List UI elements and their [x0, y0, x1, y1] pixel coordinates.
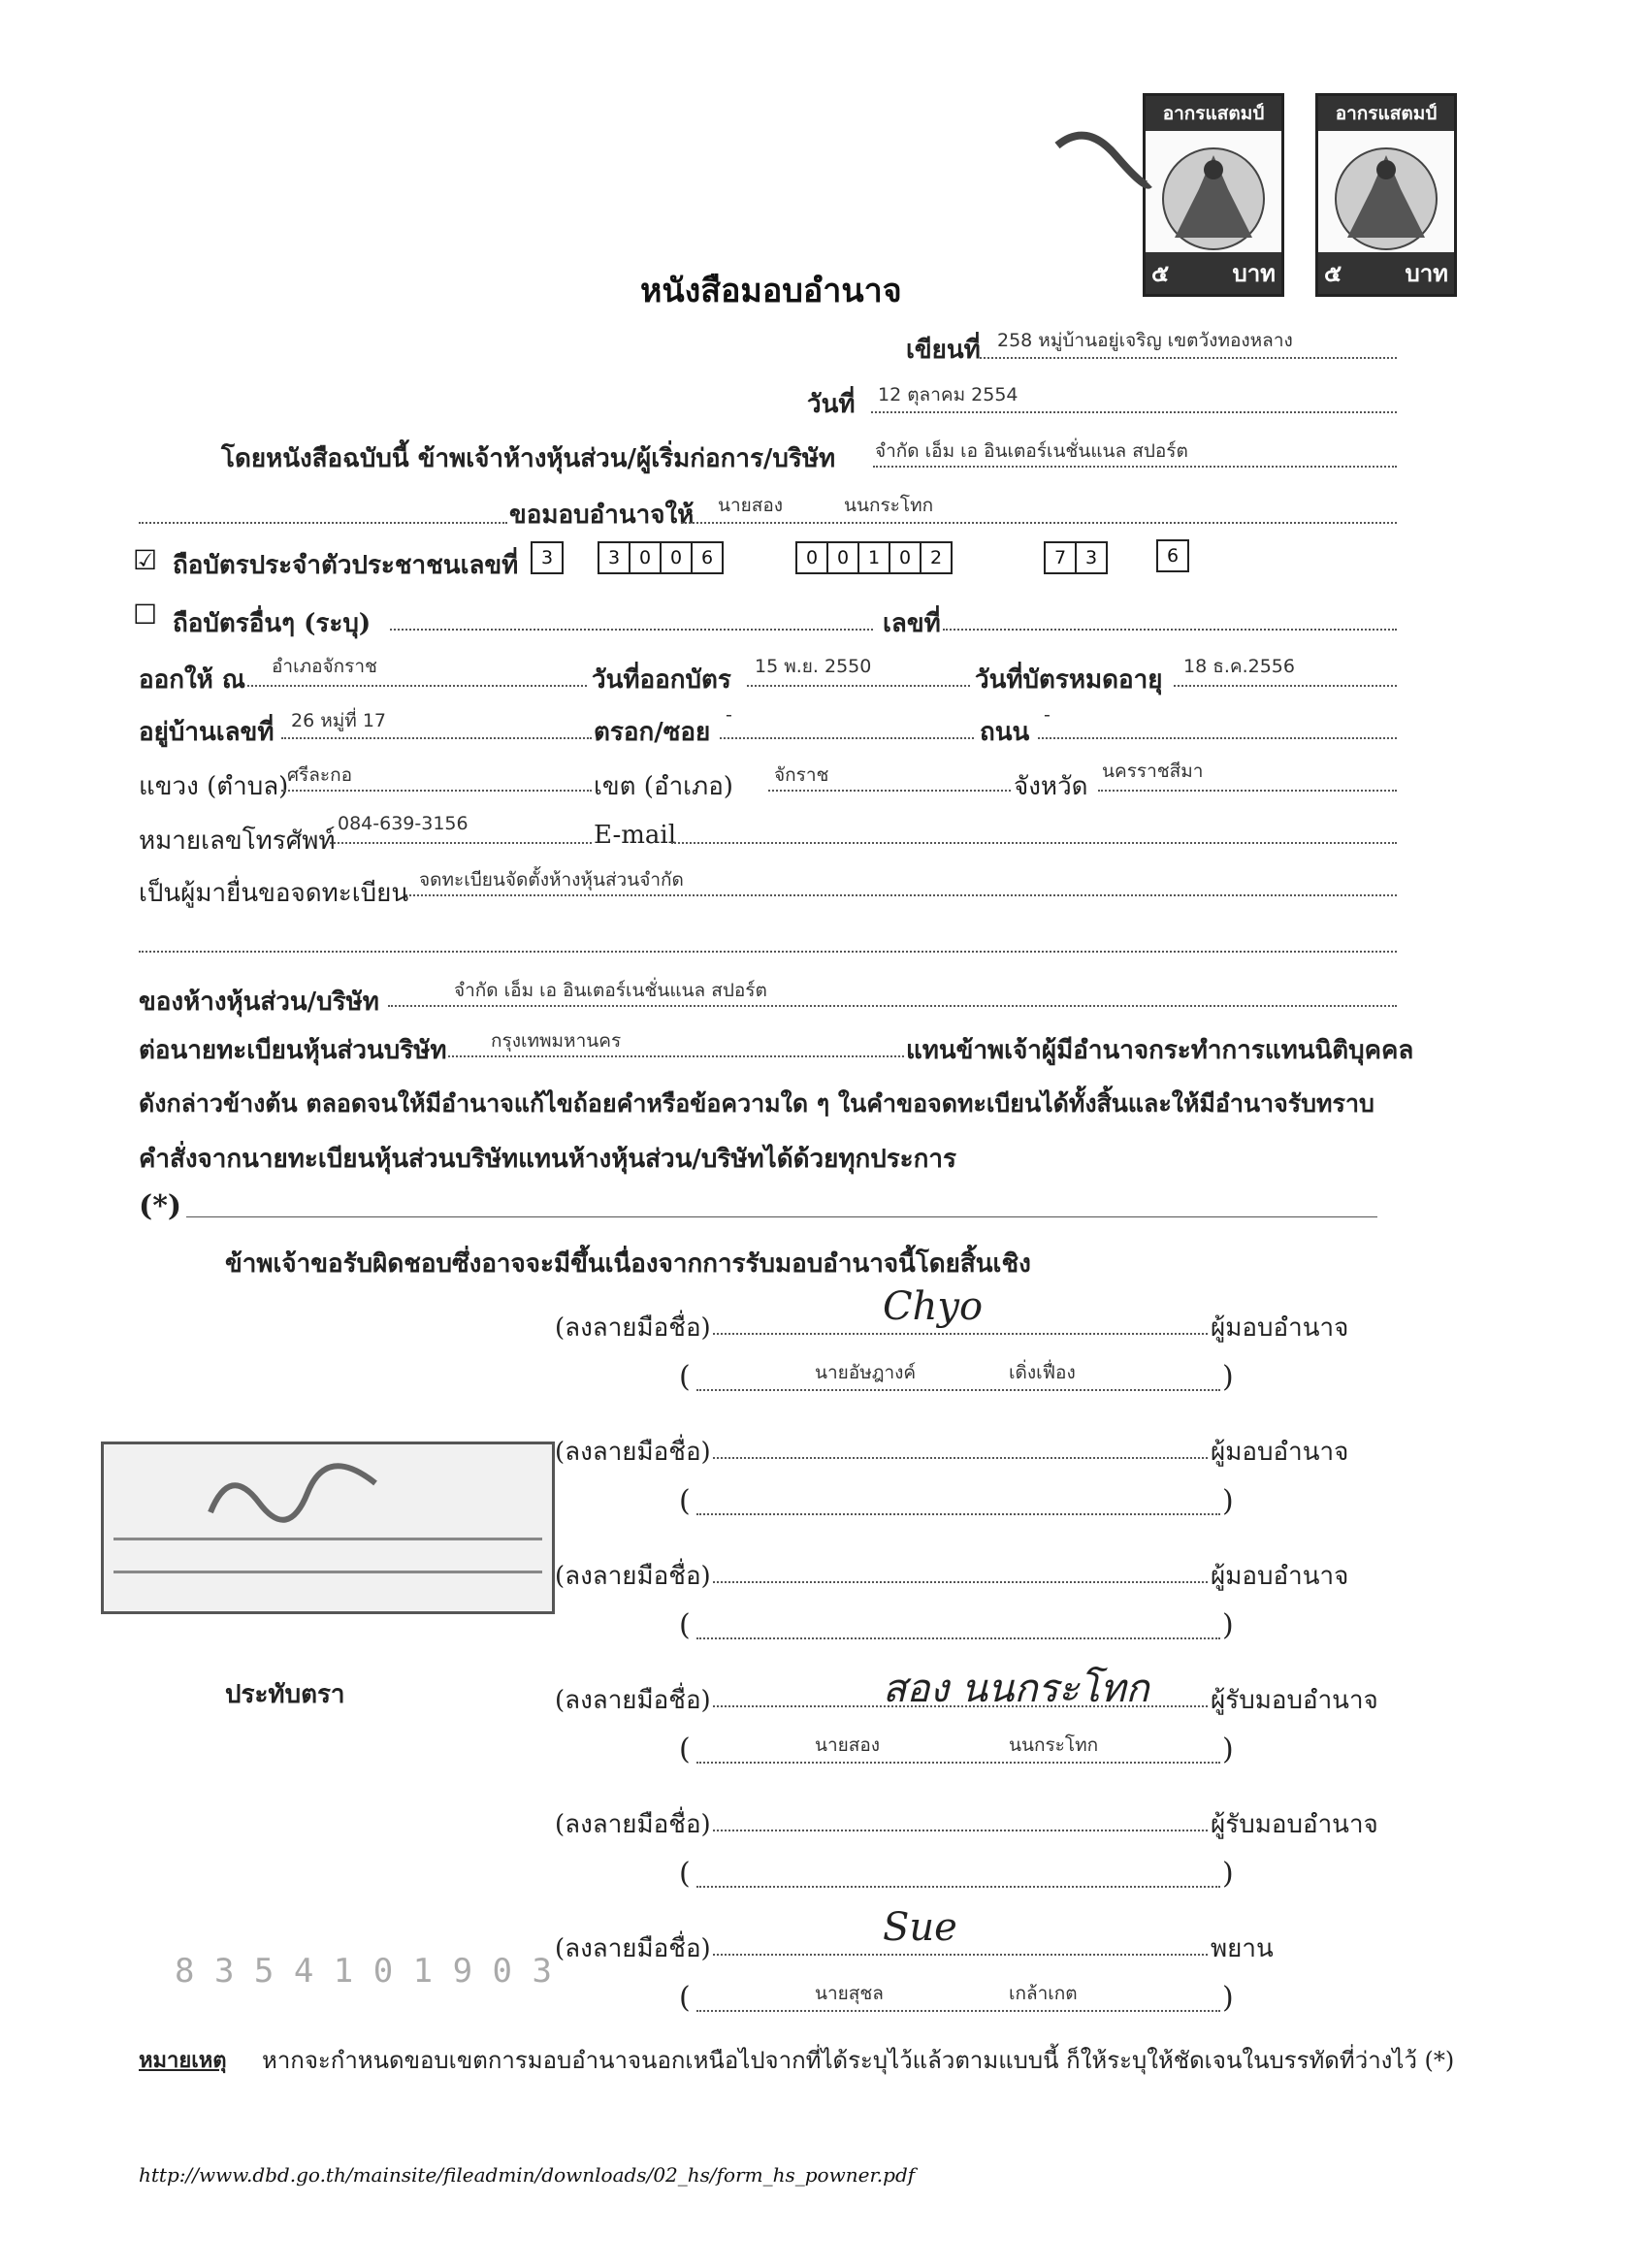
id-digit: 0 — [660, 541, 693, 574]
registrar-value: กรุงเทพมหานคร — [491, 1030, 622, 1052]
alley-label: ตรอก/ซอย — [594, 718, 711, 747]
signature-mark: สอง นนกระโทก — [883, 1667, 1149, 1711]
name-close-paren: ) — [1222, 1981, 1234, 2015]
written-at-label: เขียนที่ — [906, 336, 981, 365]
subdistrict-value: ศรีละกอ — [287, 764, 353, 786]
grantee-last-name: นนกระโทก — [844, 495, 934, 516]
stamp-top-label: อากรแสตมป์ — [1318, 96, 1454, 131]
name-open-paren: ( — [679, 1857, 691, 1891]
issue-date-label: วันที่ออกบัตร — [592, 665, 731, 695]
note-label: หมายเหตุ — [139, 2048, 227, 2073]
signature-role: พยาน — [1211, 1934, 1274, 1963]
of-company-label: ของห้างหุ้นส่วน/บริษัท — [139, 988, 379, 1017]
id-card-checkbox[interactable]: ☑ — [133, 544, 158, 576]
asterisk-marker: (*) — [139, 1189, 182, 1223]
name-close-paren: ) — [1222, 1608, 1234, 1642]
registrar-label: ต่อนายทะเบียนหุ้นส่วนบริษัท — [139, 1036, 447, 1065]
date-value: 12 ตุลาคม 2554 — [878, 384, 1018, 405]
issue-date-value: 15 พ.ย. 2550 — [755, 656, 872, 677]
id-digit: 0 — [826, 541, 859, 574]
email-label: E-mail — [594, 821, 677, 850]
responsibility-text: ข้าพเจ้าขอรับผิดชอบซึ่งอาจจะมีขึ้นเนื่องจากการรับมอบอำนาจนี้โดยสิ้นเชิง — [225, 1249, 1031, 1279]
signature-role: ผู้รับมอบอำนาจ — [1211, 1810, 1378, 1839]
revenue-stamp — [1143, 93, 1284, 297]
signature-label: (ลงลายมือชื่อ) — [555, 1562, 711, 1591]
stamp-unit: บาท — [1405, 260, 1448, 287]
road-label: ถนน — [980, 718, 1030, 747]
signature-role: ผู้มอบอำนาจ — [1211, 1438, 1349, 1467]
stamp-unit: บาท — [1232, 260, 1276, 287]
other-card-number-label: เลขที่ — [883, 609, 941, 638]
intro-text: โดยหนังสือฉบับนี้ ข้าพเจ้าห้างหุ้นส่วน/ผู้เริ่มก่อการ/บริษัท — [221, 444, 836, 473]
issued-at-value: อำเภอจักราช — [272, 656, 377, 677]
id-digit: 3 — [598, 541, 630, 574]
stamp-figure-icon — [1318, 131, 1454, 257]
house-label: อยู่บ้านเลขที่ — [139, 718, 275, 747]
district-value: จักราช — [774, 764, 829, 786]
registrar-tail: แทนข้าพเจ้าผู้มีอำนาจกระทำการแทนนิติบุคคล — [906, 1036, 1414, 1065]
signature-label: (ลงลายมือชื่อ) — [555, 1934, 711, 1963]
written-at-value: 258 หมู่บ้านอยู่เจริญ เขตวังทองหลาง — [997, 330, 1293, 351]
signer-last-name: นนกระโทก — [1009, 1734, 1099, 1756]
signature-label: (ลงลายมือชื่อ) — [555, 1438, 711, 1467]
body-line: ดังกล่าวข้างต้น ตลอดจนให้มีอำนาจแก้ไขถ้อยคำหรือข้อความใด ๆ ในคำขอจดทะเบียนได้ทั้งสิ้นและให้มีอำนาจรับทราบ — [139, 1089, 1374, 1118]
signer-last-name: เกล้าเกต — [1009, 1983, 1078, 2004]
note-text: หากจะกำหนดขอบเขตการมอบอำนาจนอกเหนือไปจากที่ได้ระบุไว้แล้วตามแบบนี้ ก็ให้ระบุให้ชัดเจนในบรรทัดที่ว่างไว้ (*) — [262, 2047, 1455, 2074]
of-company-value: จำกัด เอ็ม เอ อินเตอร์เนชั่นแนล สปอร์ต — [454, 980, 767, 1001]
footer-url: http://www.dbd.go.th/mainsite/fileadmin/downloads/02_hs/form_hs_powner.pdf — [139, 2163, 916, 2187]
seal-logo-icon — [201, 1454, 395, 1532]
province-label: จังหวัด — [1014, 772, 1088, 801]
company-seal — [101, 1442, 555, 1614]
signature-role: ผู้มอบอำนาจ — [1211, 1562, 1349, 1591]
stamp-value: ๕ — [1151, 260, 1170, 287]
id-digit: 6 — [691, 541, 724, 574]
stamp-top-label: อากรแสตมป์ — [1146, 96, 1281, 131]
body-line: คำสั่งจากนายทะเบียนหุ้นส่วนบริษัทแทนห้างหุ้นส่วน/บริษัทได้ด้วยทุกประการ — [139, 1145, 956, 1174]
name-open-paren: ( — [679, 1608, 691, 1642]
expiry-date-value: 18 ธ.ค.2556 — [1183, 656, 1295, 677]
id-digit: 3 — [1075, 541, 1108, 574]
house-value: 26 หมู่ที่ 17 — [291, 710, 387, 731]
revenue-stamp — [1315, 93, 1457, 297]
expiry-date-label: วันที่บัตรหมดอายุ — [975, 665, 1163, 695]
grant-label: ขอมอบอำนาจให้ — [509, 501, 695, 530]
signature-role: ผู้มอบอำนาจ — [1211, 1313, 1349, 1343]
district-label: เขต (อำเภอ) — [594, 772, 733, 801]
purpose-value: จดทะเบียนจัดตั้งห้างหุ้นส่วนจำกัด — [419, 869, 684, 891]
name-close-paren: ) — [1222, 1360, 1234, 1394]
signature-label: (ลงลายมือชื่อ) — [555, 1810, 711, 1839]
alley-value: - — [726, 704, 732, 726]
other-card-checkbox[interactable]: ☐ — [133, 599, 158, 631]
id-digit: 0 — [629, 541, 662, 574]
stamp-value: ๕ — [1324, 260, 1342, 287]
road-value: - — [1044, 704, 1051, 726]
phone-label: หมายเลขโทรศัพท์ — [139, 826, 336, 856]
stamp-number: 8 3 5 4 1 0 1 9 0 3 — [175, 1952, 552, 1991]
purpose-label: เป็นผู้มายื่นขอจดทะเบียน — [139, 879, 409, 908]
signer-first-name: นายอัษฎางค์ — [815, 1362, 917, 1383]
name-close-paren: ) — [1222, 1857, 1234, 1891]
id-digit: 0 — [889, 541, 922, 574]
name-open-paren: ( — [679, 1484, 691, 1518]
signer-first-name: นายสุชล — [815, 1983, 884, 2004]
id-digit: 0 — [795, 541, 828, 574]
name-open-paren: ( — [679, 1360, 691, 1394]
name-open-paren: ( — [679, 1981, 691, 2015]
other-card-label: ถือบัตรอื่นๆ (ระบุ) — [173, 609, 372, 638]
id-card-label: ถือบัตรประจำตัวประชาชนเลขที่ — [173, 551, 519, 580]
id-digit: 6 — [1156, 539, 1189, 572]
name-open-paren: ( — [679, 1733, 691, 1766]
cancellation-mark-icon — [1048, 116, 1154, 204]
signature-role: ผู้รับมอบอำนาจ — [1211, 1686, 1378, 1715]
stamp-figure-icon — [1146, 131, 1281, 257]
id-digit: 3 — [531, 541, 564, 574]
signature-mark: Chyo — [883, 1284, 984, 1329]
signature-label: (ลงลายมือชื่อ) — [555, 1686, 711, 1715]
date-label: วันที่ — [807, 390, 856, 419]
phone-value: 084-639-3156 — [338, 813, 469, 834]
signer-last-name: เดิ่งเฟื่อง — [1009, 1362, 1076, 1383]
id-digit: 7 — [1044, 541, 1077, 574]
id-digit: 1 — [857, 541, 890, 574]
subdistrict-label: แขวง (ตำบล) — [139, 772, 289, 801]
company-name: จำกัด เอ็ม เอ อินเตอร์เนชั่นแนล สปอร์ต — [875, 440, 1188, 462]
signature-label: (ลงลายมือชื่อ) — [555, 1313, 711, 1343]
seal-label: ประทับตรา — [225, 1680, 345, 1709]
id-digit: 2 — [920, 541, 953, 574]
name-close-paren: ) — [1222, 1484, 1234, 1518]
name-close-paren: ) — [1222, 1733, 1234, 1766]
grantee-first-name: นายสอง — [718, 495, 784, 516]
signature-mark: Sue — [883, 1905, 957, 1950]
issued-at-label: ออกให้ ณ — [139, 665, 245, 695]
page-title: หนังสือมอบอำนาจ — [640, 272, 902, 310]
signer-first-name: นายสอง — [815, 1734, 881, 1756]
province-value: นครราชสีมา — [1102, 761, 1204, 782]
